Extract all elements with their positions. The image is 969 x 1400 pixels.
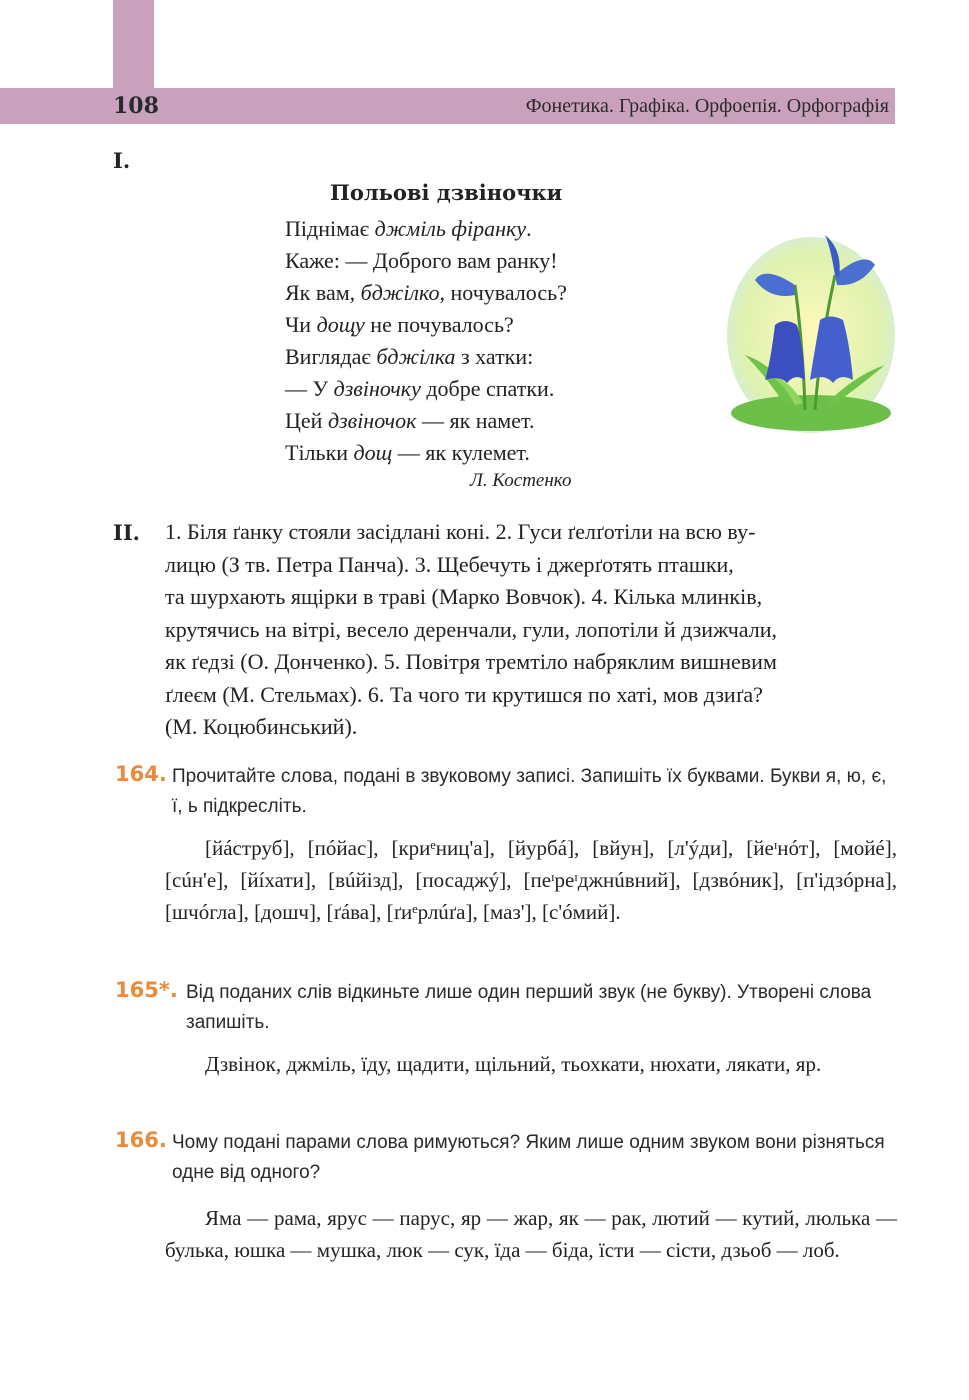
exercise-body-165: Дзвінок, джміль, їду, щадити, щільний, тьохкати, нюхати, лякати, яр. (205, 1052, 822, 1076)
poem-line: Чи дощу не почувалось? (285, 312, 514, 337)
text-line: як ґедзі (О. Донченко). 5. Повітря тремтіло набряклим вишневим (165, 649, 777, 674)
text-line: ґлеєм (М. Стельмах). 6. Та чого ти крутишся по хаті, мов дзиґа? (165, 681, 763, 707)
text-line: та шурхають ящірки в траві (Марко Вовчок). 4. Кілька млинків, (165, 584, 763, 609)
bellflower-illustration (725, 225, 897, 437)
running-title: Фонетика. Графіка. Орфоепія. Орфографія (525, 95, 889, 117)
section-label-2: II. (113, 520, 140, 545)
poem-line: Виглядає бджілка з хатки: (285, 344, 534, 369)
poem (285, 213, 567, 469)
exercise-number-164: 164. (115, 762, 167, 786)
exercise-body-166: Яма — рама, ярус — парус, яр — жар, як — рак, лютий — кутий, люлька — булька, юшка — мушка, люк — сук, їда — біда, їсти — сісти, дзьоб — лоб. (165, 1206, 897, 1262)
exercise-number-166: 166. (115, 1128, 167, 1152)
poem-line: Тільки дощ — як кулемет. (285, 440, 530, 465)
poem-line: — У дзвіночку добре спатки. (285, 376, 555, 401)
exercise-task-166: Чому подані парами слова римуються? Яким лише одним звуком вони різняться одне від одного? (172, 1132, 885, 1183)
chapter-tab (113, 0, 154, 90)
poem-line: Як вам, бджілко, ночувалось? (285, 280, 567, 305)
text-line: лицю (З тв. Петра Панча). 3. Щебечуть і джерґотять пташки, (165, 551, 734, 577)
page-number: 108 (113, 93, 159, 119)
exercise-body-164: [йáструб], [пóйас], [криᵉниц'а], [йурбá], [вйун], [л'ýди], [йеᶦнóт], [мойé], [сúн'е], [йíхати], [вúйізд], [посаджý], [пеᶦреᶦджнúвний], [дзвóник], [п'ідзóрна], [шчóгла], [дошч], [ґáва], [ґиᵉрлúґа], [маз'], [с'óмий]. (165, 836, 897, 924)
poem-line: Каже: — Доброго вам ранку! (285, 248, 558, 273)
exercise-task-165: Від поданих слів відкиньте лише один перший звук (не букву). Утворені слова запишіть. (186, 982, 872, 1033)
text-line: 1. Біля ґанку стояли засідлані коні. 2. Гуси ґелґотіли на всю ву- (165, 519, 756, 544)
poem-author: Л. Костенко (470, 470, 572, 491)
text-line: (М. Коцюбинський). (165, 714, 358, 739)
poem-title: Польові дзвіночки (330, 180, 563, 205)
exercise-task-164: Прочитайте слова, подані в звуковому записі. Запишіть їх буквами. Букви я, ю, є, ї, ь підкресліть. (172, 766, 887, 817)
sentences-block (165, 516, 897, 744)
exercise-number-165: 165*. (115, 978, 178, 1002)
text-line: крутячись на вітрі, весело деренчали, гули, лопотіли й дзижчали, (165, 616, 778, 642)
poem-line: Піднімає джміль фіранку. (285, 216, 532, 241)
section-label-1: I. (113, 148, 131, 173)
poem-line: Цей дзвіночок — як намет. (285, 408, 535, 433)
